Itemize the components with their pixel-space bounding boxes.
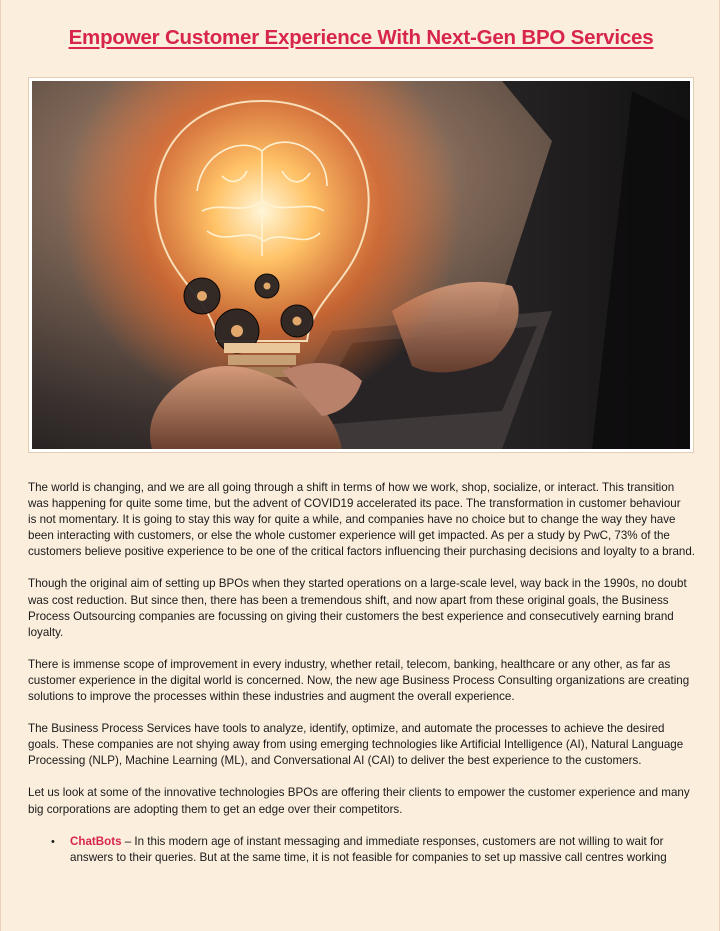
- bullet-marker: •: [51, 835, 55, 848]
- technology-list: [28, 834, 696, 866]
- list-item: [51, 834, 696, 866]
- list-item-text: – In this modern age of instant messaging and immediate responses, customers are not willing to wait for answers to their queries. But at the same time, it is not feasible for companies to set up massive call centres working: [70, 834, 667, 864]
- paragraph-2: Though the original aim of setting up BPOs when they started operations on a large-scale level, way back in the 1990s, no doubt was cost reduction. But since then, there has been a tremendous shift, and now apart from these original goals, the Business Process Outsourcing companies are focussing on giving their customers the best experience and consecutively earning brand loyalty.: [28, 577, 687, 639]
- paragraph-4: The Business Process Services have tools to analyze, identify, optimize, and automate the processes to achieve the desired goals. These companies are not shying away from using emerging technologies like Artificial Intelligence (AI), Natural Language Processing (NLP), Machine Learning (ML), and Conversational AI (CAI) to deliver the best experience to the customers.: [28, 722, 684, 768]
- paragraph-1-part-2: is not momentary. It is going to stay this way for quite a while, and companies have no choice but to change the way they have been interacting with customers, or else the whole customer experience will get impacted. As per a study by PwC, 73% of the customers believe positive experience to be one of the critical factors influencing their purchasing decisions and loyalty to a brand.: [28, 513, 696, 559]
- page-title: Empower Customer Experience With Next-Gen BPO Services: [68, 26, 654, 49]
- lightbulb-brain-illustration: [32, 81, 690, 449]
- paragraph-3: There is immense scope of improvement in every industry, whether retail, telecom, banking, healthcare or any other, as far as customer experience in the digital world is concerned. Now, the new age Business Process Consulting organizations are creating solutions to improve the processes within these industries and augment the overall experience.: [28, 657, 690, 704]
- paragraph-1-part-1: The world is changing, and we are all going through a shift in terms of how we work, shop, socialize, or interact. This transition was happening for quite some time, but the advent of COVID19 accelerated its pace. The transformation in customer behaviour: [28, 481, 681, 511]
- article-body: [28, 480, 696, 866]
- hero-image: [29, 78, 693, 452]
- paragraph-5: Let us look at some of the innovative technologies BPOs are offering their clients to empower the customer experience and many big corporations are adopting them to get an edge over their competitors.: [28, 786, 690, 816]
- paragraph-1: [28, 480, 696, 560]
- list-item-term: ChatBots: [70, 834, 122, 848]
